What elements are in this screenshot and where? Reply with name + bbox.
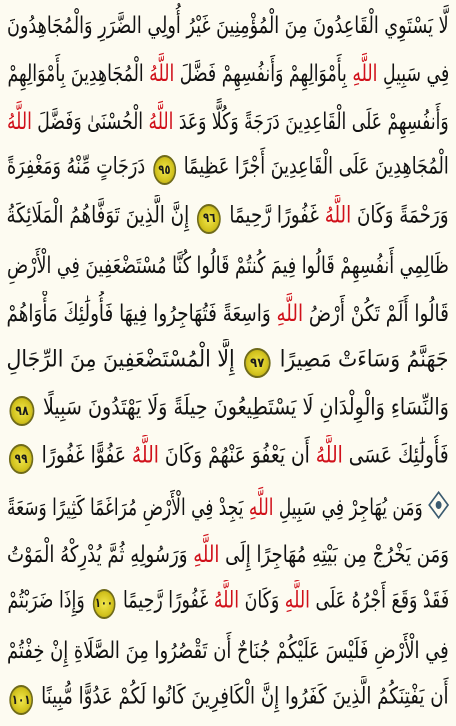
divine-name-word: اللَّهِ bbox=[284, 587, 310, 614]
verse-text: وَالنِّسَاءِ وَالْوِلْدَانِ لَا يَسْتَطِيعُونَ حِيلَةً وَلَا يَهْتَدُونَ سَبِيلًا bbox=[36, 394, 449, 421]
verse-number-marker-icon: ١٠٠ bbox=[92, 589, 115, 619]
verse-text: ظَالِمِي أَنفُسِهِمْ قَالُوا فِيمَ كُنتُمْ قَالُوا كُنَّا مُسْتَضْعَفِينَ فِي الْأَرْضِ bbox=[7, 253, 449, 280]
verse-number-marker-icon: ٩٦ bbox=[198, 204, 222, 234]
verse-text: إِلَّا الْمُسْتَضْعَفِينَ مِنَ الرِّجَالِ bbox=[6, 346, 242, 373]
verse-line-text bbox=[7, 108, 449, 135]
verse-line-text bbox=[7, 155, 449, 185]
verse-text: وَمَن يَخْرُجْ مِن بَيْتِهِ مُهَاجِرًا إِلَى bbox=[219, 542, 449, 569]
verse-text: وَاسِعَةً فَتُهَاجِرُوا فِيهَا فَأُولَٰئِكَ مَأْوَاهُمْ bbox=[6, 301, 277, 328]
verse-text: وَرَحْمَةً وَكَانَ bbox=[351, 202, 449, 229]
verse-line bbox=[6, 146, 450, 194]
divine-name-word: اللَّهِ bbox=[193, 542, 220, 569]
verse-line bbox=[6, 628, 450, 676]
verse-text: لَّا يَسْتَوِي الْقَاعِدُونَ مِنَ الْمُؤْمِنِينَ غَيْرُ أُولِي الضَّرَرِ وَالْمُجَاهِدُونَ bbox=[7, 12, 449, 39]
verse-text: جَهَنَّمُ وَسَاءَتْ مَصِيرًا bbox=[273, 346, 450, 373]
verse-line-text bbox=[7, 640, 449, 663]
verse-text: أَن يَعْفُوَ عَنْهُمْ وَكَانَ bbox=[159, 442, 317, 469]
divine-name-word: اللَّهِ bbox=[276, 301, 304, 328]
verse-line bbox=[6, 98, 450, 146]
verse-text: وَرَسُولِهِ ثُمَّ يُدْرِكْهُ الْمَوْتُ bbox=[7, 542, 194, 569]
verse-line-text bbox=[7, 12, 449, 39]
verse-text: دَرَجَاتٍ مِّنْهُ وَمَغْفِرَةً bbox=[7, 153, 151, 180]
verse-text: بِأَمْوَالِهِمْ وَأَنفُسِهِمْ فَضَّلَ bbox=[173, 60, 352, 87]
verse-line-text bbox=[7, 60, 449, 87]
divine-name-word: اللَّهُ bbox=[316, 442, 344, 469]
divine-name-word: اللَّهِ bbox=[248, 494, 274, 521]
verse-line-text bbox=[7, 348, 449, 378]
divine-name-word: اللَّهُ bbox=[132, 442, 160, 469]
rub-el-hizb-icon bbox=[428, 491, 449, 519]
verse-line-text bbox=[7, 396, 449, 426]
verse-line-text bbox=[7, 495, 449, 520]
verse-text: الْحُسْنَىٰ وَفَضَّلَ bbox=[32, 108, 149, 135]
verse-line bbox=[6, 2, 450, 50]
verse-line-text bbox=[7, 204, 449, 234]
verse-line bbox=[6, 483, 450, 531]
verse-text: الْمُجَاهِدِينَ بِأَمْوَالِهِمْ bbox=[7, 60, 149, 87]
verse-line bbox=[6, 387, 450, 435]
verse-number-marker-icon: ١٠١ bbox=[10, 685, 34, 715]
verse-line bbox=[6, 339, 450, 387]
verse-line bbox=[6, 243, 450, 291]
verse-text: أَن يَفْتِنَكُمُ الَّذِينَ كَفَرُوا إِنَّ الْكَافِرِينَ كَانُوا لَكُمْ عَدُوًّا مُّبِينًا bbox=[35, 683, 449, 710]
verse-text: فِي الْأَرْضِ فَلَيْسَ عَلَيْكُمْ جُنَاحٌ أَن تَقْصُرُوا مِنَ الصَّلَاةِ إِنْ خِفْتُمْ bbox=[7, 638, 449, 665]
verse-text: فَأُولَٰئِكَ عَسَى bbox=[343, 442, 450, 469]
verse-text: غَفُورًا رَّحِيمًا bbox=[224, 202, 326, 229]
verse-line bbox=[6, 291, 450, 339]
verse-text: يَجِدْ فِي الْأَرْضِ مُرَاغَمًا كَثِيرًا وَسَعَةً bbox=[7, 494, 249, 521]
verse-line-text bbox=[7, 444, 449, 474]
verse-line-text bbox=[7, 685, 449, 715]
verse-text: فِي سَبِيلِ bbox=[377, 60, 449, 87]
divine-name-word: اللَّهُ bbox=[7, 108, 33, 135]
verse-text: قَالُوا أَلَمْ تَكُنْ أَرْضُ bbox=[303, 301, 450, 328]
verse-line bbox=[6, 195, 450, 243]
verse-text: غَفُورًا رَّحِيمًا bbox=[117, 587, 214, 614]
verse-number-marker-icon: ٩٥ bbox=[153, 155, 176, 185]
verse-line-text bbox=[7, 303, 449, 326]
verse-text: إِنَّ الَّذِينَ تَوَفَّاهُمُ الْمَلَائِكَةُ bbox=[6, 202, 196, 229]
verse-number-marker-icon: ٩٨ bbox=[10, 396, 35, 426]
verse-line bbox=[6, 532, 450, 580]
verse-text: وَإِذَا ضَرَبْتُمْ bbox=[7, 587, 90, 614]
divine-name-word: اللَّهُ bbox=[148, 60, 174, 87]
verse-line bbox=[6, 580, 450, 628]
verse-text: وَمَن يُهَاجِرْ فِي سَبِيلِ bbox=[273, 494, 429, 521]
divine-name-word: اللَّهُ bbox=[325, 202, 352, 229]
divine-name-word: اللَّهُ bbox=[148, 108, 174, 135]
verse-line bbox=[6, 435, 450, 483]
verse-text: وَأَنفُسِهِمْ عَلَى الْقَاعِدِينَ دَرَجَةً وَكُلًّا وَعَدَ bbox=[173, 108, 449, 135]
verse-line bbox=[6, 676, 450, 724]
divine-name-word: اللَّهِ bbox=[351, 60, 378, 87]
verse-text: فَقَدْ وَقَعَ أَجْرُهُ عَلَى bbox=[309, 587, 449, 614]
verse-number-marker-icon: ٩٧ bbox=[244, 348, 271, 378]
divine-name-word: اللَّهُ bbox=[213, 587, 239, 614]
verse-line bbox=[6, 50, 450, 98]
verse-line-text bbox=[7, 255, 449, 278]
verse-text: الْمُجَاهِدِينَ عَلَى الْقَاعِدِينَ أَجْرًا عَظِيمًا bbox=[178, 153, 449, 180]
verse-line-text bbox=[7, 544, 449, 567]
verse-number-marker-icon: ٩٩ bbox=[9, 444, 33, 474]
verse-text: عَفُوًّا غَفُورًا bbox=[36, 442, 133, 469]
verse-line-text bbox=[7, 589, 449, 619]
verse-text: وَكَانَ bbox=[238, 587, 285, 614]
